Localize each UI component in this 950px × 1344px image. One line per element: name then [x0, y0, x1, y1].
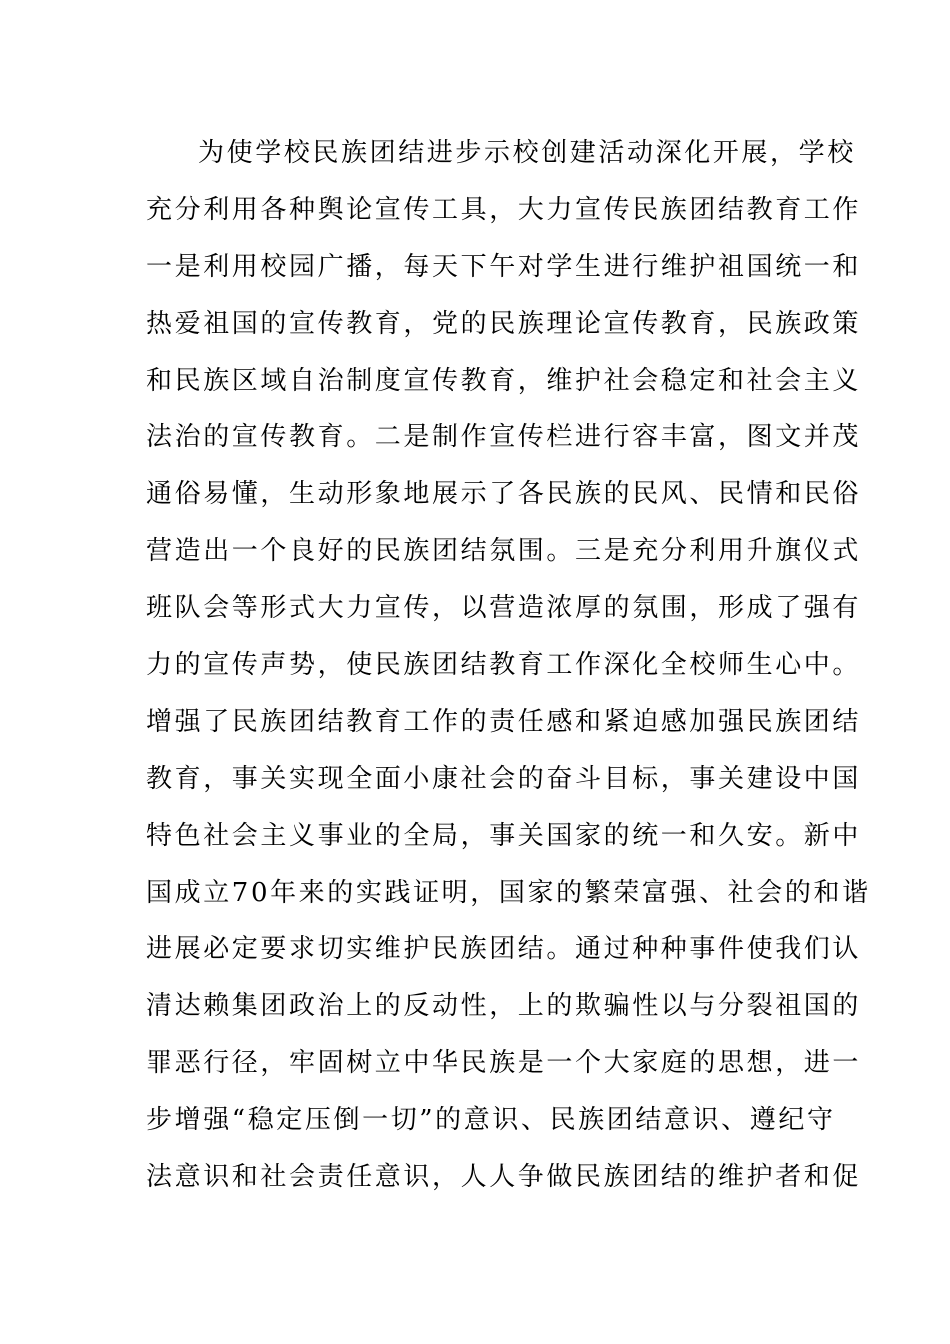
text-line-7: 通俗易懂，生动形象地展示了各民族的民风、民情和民俗 [146, 479, 862, 510]
text-line-18: 步增强“稳定压倒一切”的意识、民族团结意识、遵纪守 [146, 1105, 836, 1136]
text-line-6: 法治的宣传教育。二是制作宣传栏进行容丰富，图文并茂 [146, 422, 862, 453]
text-line-3: 一是利用校园广播，每天下午对学生进行维护祖国统一和 [146, 251, 862, 282]
text-line-11: 增强了民族团结教育工作的责任感和紧迫感加强民族团结 [146, 706, 862, 737]
text-line-17: 罪恶行径，牢固树立中华民族是一个大家庭的思想，进一 [146, 1048, 862, 1079]
text-line-16: 清达赖集团政治上的反动性，上的欺骗性以与分裂祖国的 [146, 991, 862, 1022]
text-line-15: 进展必定要求切实维护民族团结。通过种种事件使我们认 [146, 934, 862, 965]
text-line-14: 国成立70年来的实践证明，国家的繁荣富强、社会的和谐 [146, 877, 871, 908]
text-line-10: 力的宣传声势，使民族团结教育工作深化全校师生心中。 [146, 650, 862, 681]
text-line-1: 为使学校民族团结进步示校创建活动深化开展，学校 [198, 138, 856, 168]
text-line-9: 班队会等形式大力宣传，以营造浓厚的氛围，形成了强有 [146, 593, 862, 624]
body-text [146, 125, 871, 1206]
text-line-8: 营造出一个良好的民族团结氛围。三是充分利用升旗仪式 [146, 536, 862, 567]
text-line-19: 法意识和社会责任意识，人人争做民族团结的维护者和促 [146, 1162, 862, 1193]
text-line-13: 特色社会主义事业的全局，事关国家的统一和久安。新中 [146, 820, 862, 851]
text-line-5: 和民族区域自治制度宣传教育，维护社会稳定和社会主义 [146, 365, 862, 396]
text-line-12: 教育，事关实现全面小康社会的奋斗目标，事关建设中国 [146, 763, 862, 794]
text-line-4: 热爱祖国的宣传教育，党的民族理论宣传教育，民族政策 [146, 308, 862, 339]
text-line-2: 充分利用各种舆论宣传工具，大力宣传民族团结教育工作 [146, 194, 862, 225]
